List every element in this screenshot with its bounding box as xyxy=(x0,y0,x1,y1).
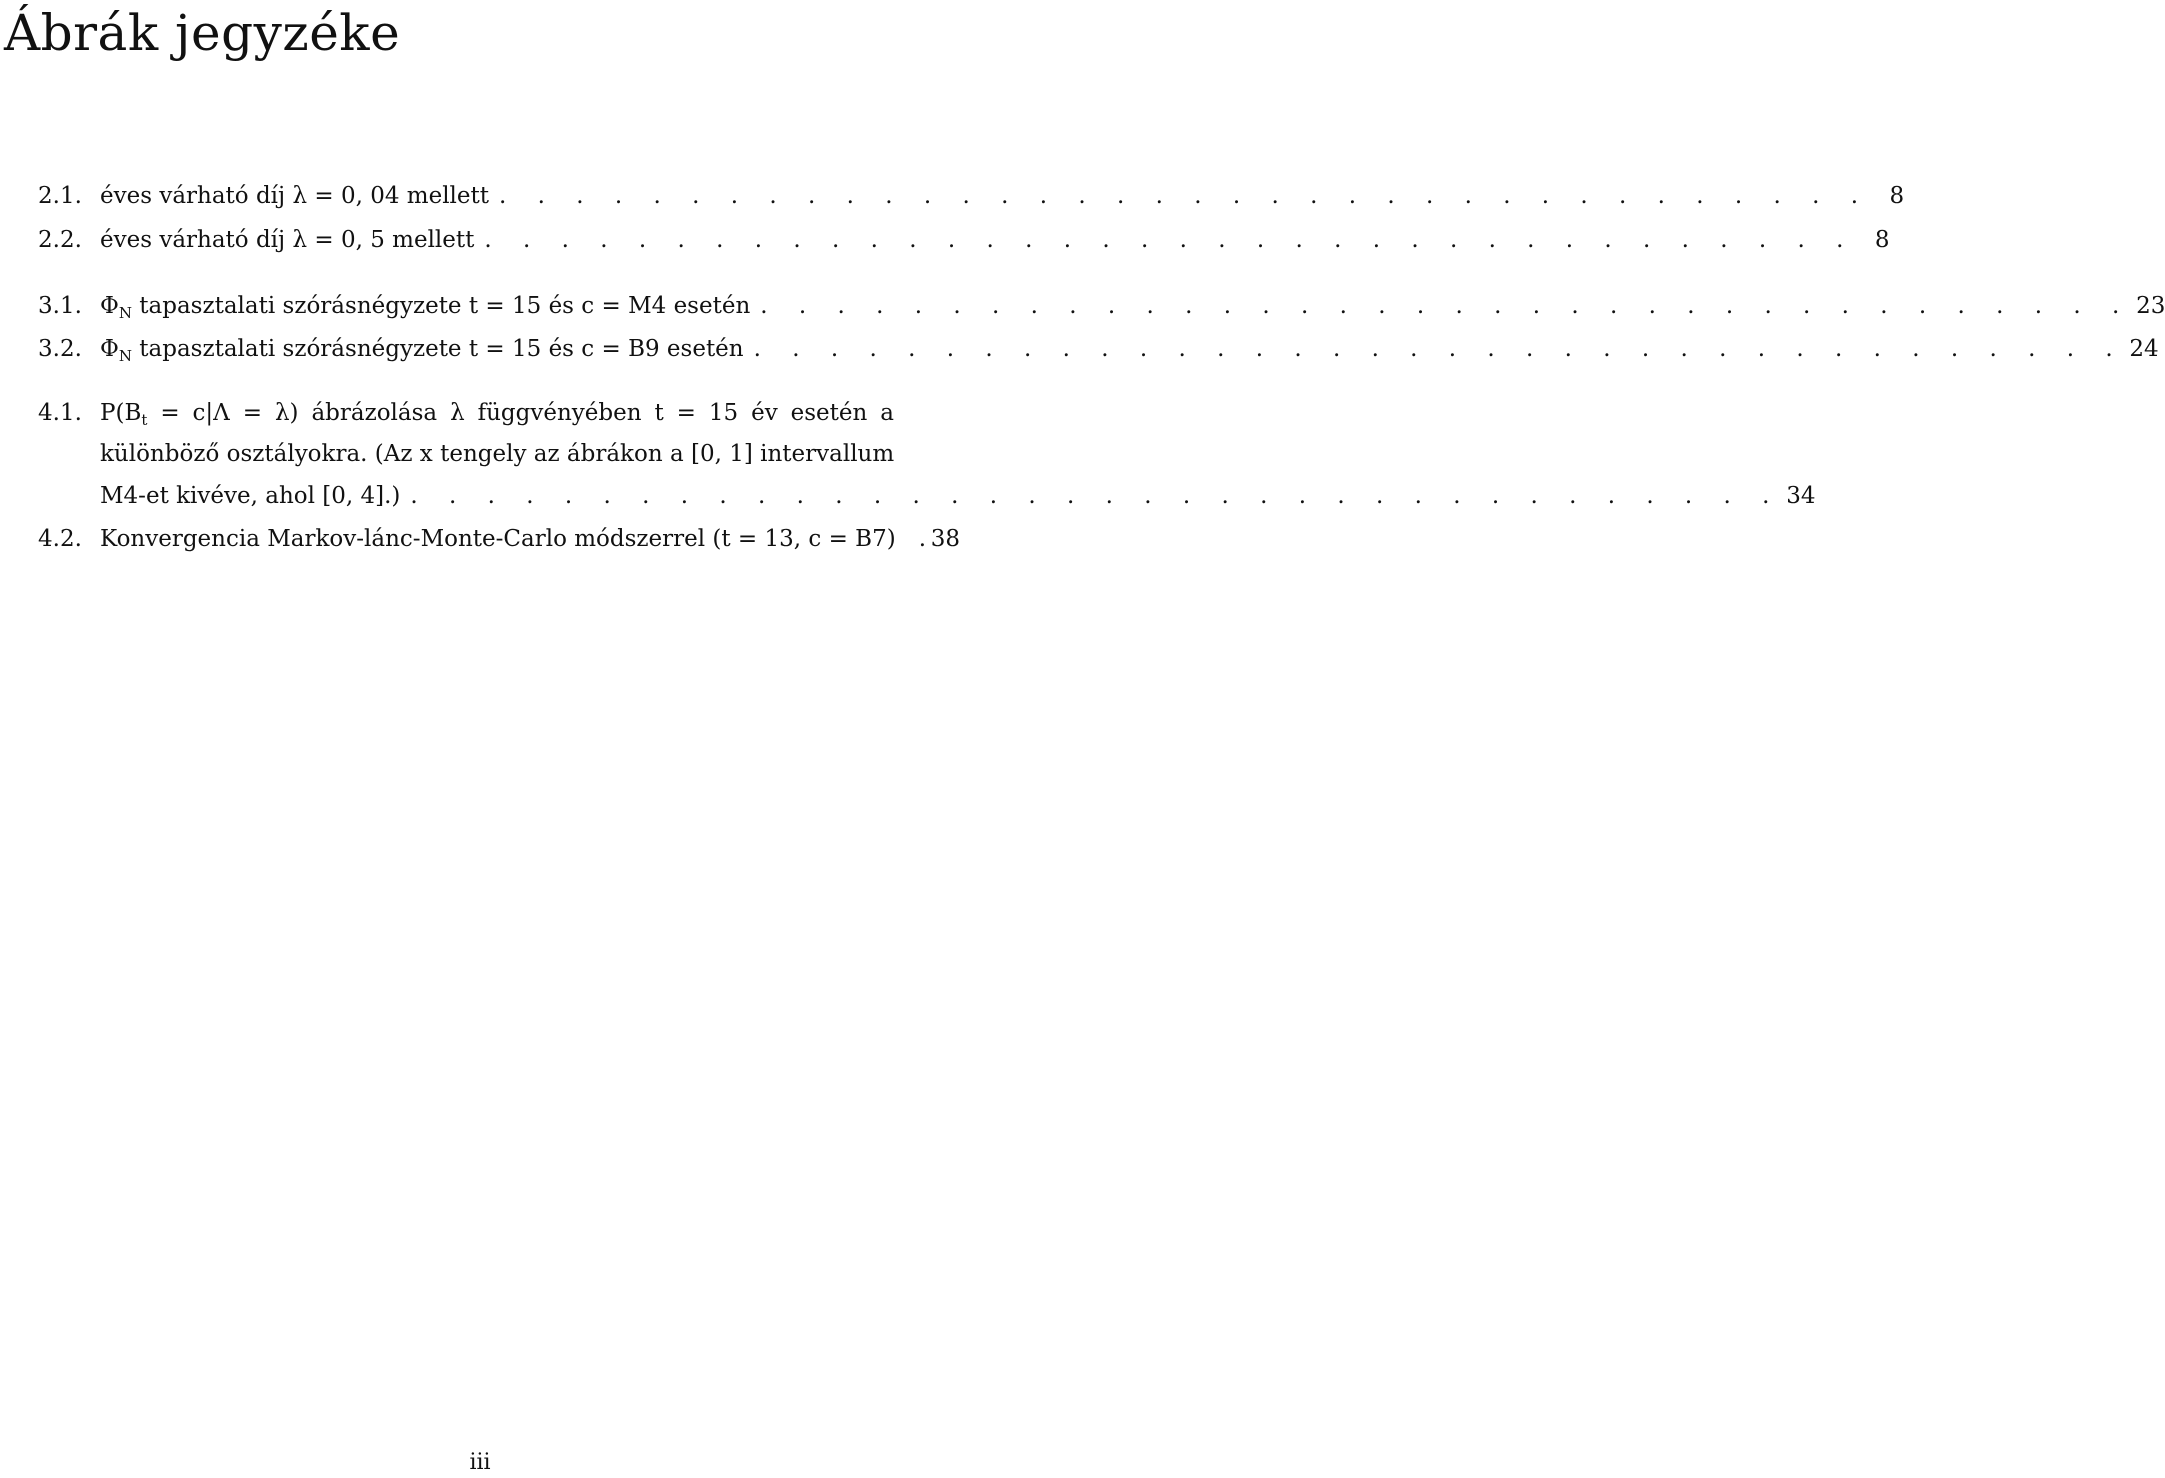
dot-leader: . . . . . . . . . . . . . . . . . . . . . . . . . . . . . . . . . . . . xyxy=(410,483,1782,509)
list-item-continuation xyxy=(0,432,960,476)
figure-number: 4.1. xyxy=(38,400,82,426)
list-item xyxy=(0,284,2165,328)
figure-caption-line: különböző osztályokra. (Az x tengely az ábrákon a [0, 1] intervallum xyxy=(100,441,895,467)
figure-caption: éves várható díj λ = 0, 04 mellett xyxy=(100,183,490,209)
figure-number: 3.2. xyxy=(38,336,82,362)
figure-number: 2.1. xyxy=(38,183,82,209)
dot-leader: . . . . . . . . . . . . . . . . . . . . . . . . . . . . . . . . . . . . xyxy=(484,227,1856,253)
list-item xyxy=(0,327,2159,371)
figure-caption-line: $P(B_t = c|\Lambda = \lambda)$ ábrázolása λ függvényében t = 15 év esetén a xyxy=(100,400,894,429)
figure-caption-line: M4-et kivéve, ahol [0, 4].) xyxy=(100,483,401,509)
list-item xyxy=(0,391,960,435)
footer-page-number: iii xyxy=(469,1450,491,1475)
list-item-continuation xyxy=(0,474,1816,518)
dot-leader: . . . . . . . . . . . . . . . . . . . . . . . . . . . . . . . . . . . . xyxy=(753,336,2125,362)
dot-leader: . xyxy=(918,526,926,552)
figure-caption: $\Phi_N$ tapasztalati szórásnégyzete t = 15 és c = B9 esetén xyxy=(100,336,744,365)
figure-page: 38 xyxy=(930,526,960,552)
dot-leader: . . . . . . . . . . . . . . . . . . . . . . . . . . . . . . . . . . . . xyxy=(760,293,2132,319)
figure-page: 8 xyxy=(1874,227,1890,253)
figure-number: 4.2. xyxy=(38,526,82,552)
figure-number: 3.1. xyxy=(38,293,82,319)
figure-number: 2.2. xyxy=(38,227,82,253)
list-item xyxy=(0,517,960,561)
page-title: Ábrák jegyzéke xyxy=(4,4,401,62)
figure-page: 24 xyxy=(2129,336,2159,362)
figure-caption: Konvergencia Markov-lánc-Monte-Carlo módszerrel (t = 13, c = B7) xyxy=(100,526,896,552)
figure-page: 23 xyxy=(2136,293,2165,319)
dot-leader: . . . . . . . . . . . . . . . . . . . . . . . . . . . . . . . . . . . . xyxy=(499,183,1871,209)
figure-page: 8 xyxy=(1889,183,1905,209)
figure-caption: $\Phi_N$ tapasztalati szórásnégyzete t = 15 és c = M4 esetén xyxy=(100,293,751,322)
list-item xyxy=(0,174,1905,218)
figure-page: 34 xyxy=(1786,483,1816,509)
list-item xyxy=(0,218,1890,262)
figure-caption: éves várható díj λ = 0, 5 mellett xyxy=(100,227,475,253)
